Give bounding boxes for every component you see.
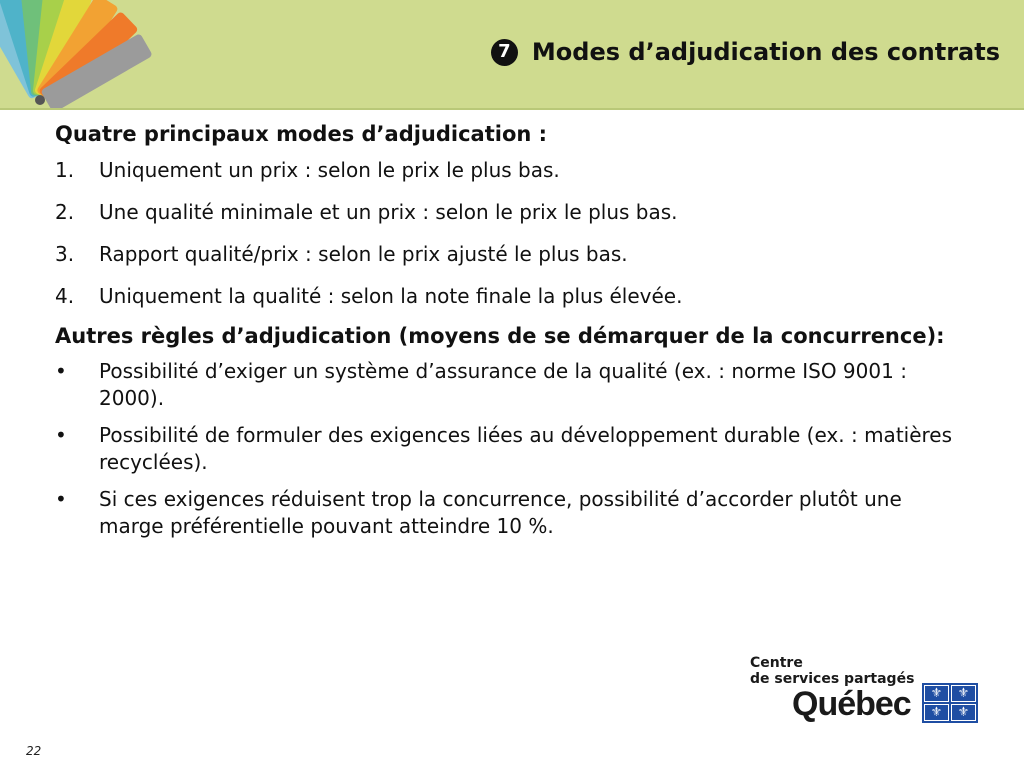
slide-title: Modes d’adjudication des contrats (531, 38, 1000, 66)
slide-content (55, 120, 955, 540)
page-number: 22 (26, 744, 42, 758)
list-marker: 1. (55, 158, 75, 182)
list-item (55, 486, 955, 540)
fleur-de-lis-icon: ⚜ (951, 704, 976, 721)
list-item (55, 358, 955, 412)
slide-header (0, 0, 1024, 110)
section-number-badge: 7 (491, 39, 518, 66)
list-item (55, 422, 955, 476)
list-item-text: Si ces exigences réduisent trop la concurrence, possibilité d’accorder plutôt une marge préférentielle pouvant atteindre 10 %. (99, 487, 902, 538)
list-item (55, 283, 955, 310)
csp-quebec-logo (750, 655, 990, 725)
fleur-de-lis-icon: ⚜ (924, 704, 949, 721)
fleur-de-lis-icon: ⚜ (924, 685, 949, 702)
bullet-marker: • (55, 359, 67, 383)
list-marker: 4. (55, 284, 75, 308)
section-heading-main-modes: Quatre principaux modes d’adjudication : (55, 122, 548, 146)
list-item-text: Possibilité d’exiger un système d’assurance de la qualité (ex. : norme ISO 9001 : 2000). (99, 359, 907, 410)
bullet-marker: • (55, 423, 67, 447)
logo-quebec-wordmark: Québec (792, 685, 911, 723)
list-item-text: Possibilité de formuler des exigences liées au développement durable (ex. : matières recyclées). (99, 423, 953, 474)
bullet-marker: • (55, 487, 67, 511)
quebec-flag-icon (922, 683, 978, 723)
list-item-text: Une qualité minimale et un prix : selon le prix le plus bas. (99, 200, 678, 224)
list-item-text: Uniquement la qualité : selon la note finale la plus élevée. (99, 284, 683, 308)
title-area (491, 38, 1000, 66)
logo-line-services: de services partagés (750, 671, 915, 687)
list-marker: 2. (55, 200, 75, 224)
list-item (55, 199, 955, 226)
list-item-text: Rapport qualité/prix : selon le prix ajusté le plus bas. (99, 242, 628, 266)
list-marker: 3. (55, 242, 75, 266)
section-heading-other-rules: Autres règles d’adjudication (moyens de se démarquer de la concurrence): (55, 324, 945, 348)
logo-line-centre: Centre (750, 655, 803, 671)
list-item-text: Uniquement un prix : selon le prix le plus bas. (99, 158, 560, 182)
rules-list (55, 358, 955, 540)
fleur-de-lis-icon: ⚜ (951, 685, 976, 702)
color-swatch-fan-icon (0, 0, 170, 108)
modes-list (55, 157, 955, 310)
list-item (55, 157, 955, 184)
list-item (55, 241, 955, 268)
